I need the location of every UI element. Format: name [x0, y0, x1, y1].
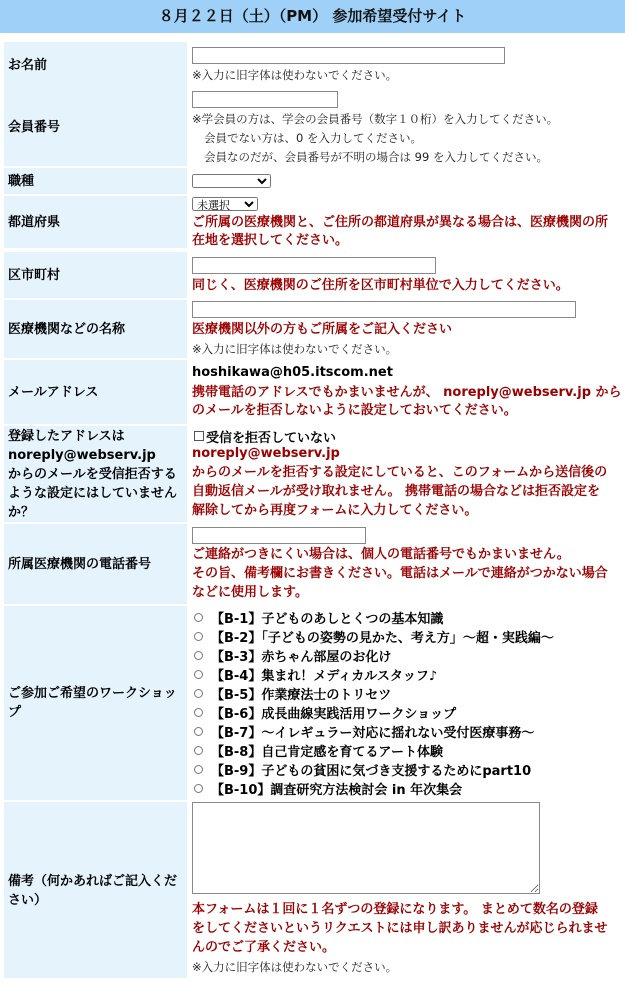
email-warning-1: 携帯電話のアドレスでもかまいませんが、 noreply@webserv.jp から — [192, 385, 622, 400]
city-warning: 同じく、医療機関のご住所を区市町村単位で入力してください。 — [192, 278, 569, 293]
email-warning-2: のメールを拒否しないように設定しておいてください。 — [192, 403, 517, 418]
workshop-option[interactable] — [194, 779, 462, 797]
phone-input[interactable] — [192, 527, 366, 544]
workshop-option-label: 【B-2】「子どもの姿勢の見かた、考え方」～超・実践編～ — [211, 630, 554, 646]
reject-label — [4, 426, 187, 522]
reject-checkbox-label: 受信を拒否していない — [206, 430, 337, 446]
reject-label-line-4: ような設定にはしていません — [8, 486, 178, 501]
phone-warning-3: などに使用します。 — [192, 585, 308, 600]
member-number-note-3: 会員なのだが、会員番号が不明の場合は 99 を入力してください。 — [204, 150, 548, 164]
workshop-option-label: 【B-5】作業療法士のトリセツ — [211, 687, 392, 703]
prefecture-select[interactable] — [192, 197, 258, 211]
prefecture-warning-2: 在地を選択してください。 — [192, 233, 349, 248]
occupation-label: 職種 — [4, 168, 187, 194]
workshop-option-label: 【B-8】自己肯定感を育てるアート体験 — [211, 744, 443, 760]
occupation-select[interactable] — [192, 174, 271, 188]
reject-label-line-5: か？ — [8, 505, 35, 520]
radio-button[interactable] — [194, 689, 203, 698]
workshop-option[interactable] — [194, 703, 456, 721]
workshop-option[interactable] — [194, 665, 437, 683]
radio-button[interactable] — [194, 746, 203, 755]
radio-button[interactable] — [194, 765, 203, 774]
workshop-label — [4, 606, 187, 800]
workshop-option[interactable] — [194, 608, 443, 626]
workshop-option[interactable] — [194, 760, 531, 778]
workshop-label-line-2: プ — [8, 705, 22, 720]
workshop-option-label: 【B-3】赤ちゃん部屋のお化け — [211, 649, 392, 665]
city-input[interactable] — [192, 257, 436, 274]
prefecture-label: 都道府県 — [4, 196, 187, 248]
reject-checkbox[interactable] — [194, 431, 204, 441]
email-label: メールアドレス — [4, 360, 187, 424]
radio-button[interactable] — [194, 784, 203, 793]
radio-button[interactable] — [194, 708, 203, 717]
reject-label-line-3: からのメールを受信拒否する — [8, 467, 177, 482]
workshop-option[interactable] — [194, 741, 443, 759]
prefecture-warning-1: ご所属の医療機関と、ご住所の都道府県が異なる場合は、医療機関の所 — [192, 215, 609, 230]
workshop-option-label: 【B-9】子どもの貧困に気づき支援するためにpart10 — [211, 763, 532, 779]
remarks-label — [4, 802, 187, 978]
radio-button[interactable] — [194, 727, 203, 736]
remarks-note: ※入力に旧字体は使わないでください。 — [192, 960, 398, 974]
workshop-option[interactable] — [194, 684, 391, 702]
workshop-label-line-1: ご参加ご希望のワークショッ — [8, 686, 177, 701]
institution-warning: 医療機関以外の方もご所属をご記入ください — [192, 322, 453, 337]
reject-warning-4: 解除してから再度フォームに入力してください。 — [192, 503, 478, 518]
member-number-label: 会員番号 — [4, 88, 187, 166]
remarks-warning-2: をしてくださいというリクエストには申し訳ありませんが応じられませ — [192, 921, 608, 936]
institution-input[interactable] — [192, 301, 576, 318]
name-note: ※入力に旧字体は使わないでください。 — [192, 68, 398, 82]
radio-button[interactable] — [194, 651, 203, 660]
radio-button[interactable] — [194, 632, 203, 641]
remarks-warning-3: んのでご了承ください。 — [192, 940, 336, 955]
radio-button[interactable] — [194, 670, 203, 679]
email-value: hoshikawa@h05.itscom.net — [192, 365, 393, 380]
workshop-option-label: 【B-6】成長曲線実践活用ワークショップ — [211, 706, 457, 722]
workshop-option-label: 【B-1】子どものあしとくつの基本知識 — [211, 611, 444, 627]
reject-warning-3: 自動返信メールが受け取れません。 携帯電話の場合などは拒否設定を — [192, 484, 601, 499]
remarks-label-line-2: さい） — [8, 893, 48, 908]
name-input[interactable] — [192, 47, 505, 64]
remarks-textarea[interactable] — [192, 802, 540, 894]
city-label: 区市町村 — [4, 252, 187, 298]
page-title: ８月２２日（土）（PM） 参加希望受付サイト — [0, 0, 625, 33]
institution-label: 医療機関などの名称 — [4, 300, 187, 358]
remarks-label-line-1: 備考（何かあればご記入くだ — [8, 874, 178, 889]
reject-label-line-1: 登録したアドレスは — [8, 429, 125, 444]
reject-warning-2: からのメールを拒否する設定にしていると、このフォームから送信後の — [192, 465, 608, 480]
phone-label: 所属医療機関の電話番号 — [4, 524, 187, 604]
remarks-warning-1: 本フォームは１回に１名ずつの登録になります。 まとめて数名の登録 — [192, 902, 598, 917]
member-number-note-2: 会員でない方は、0 を入力してください。 — [204, 131, 422, 145]
reject-label-line-2: noreply@webserv.jp — [8, 448, 156, 463]
name-label: お名前 — [4, 42, 187, 88]
reject-checkbox-row[interactable] — [194, 427, 336, 445]
workshop-option-label: 【B-7】～イレギュラー対応に揺れない受付医療事務～ — [211, 725, 535, 741]
workshop-option-label: 【B-10】調査研究方法検討会 in 年次集会 — [211, 782, 463, 798]
member-number-note-1: ※学会員の方は、学会の会員番号（数字１０桁）を入力してください。 — [192, 112, 559, 126]
phone-warning-1: ご連絡がつきにくい場合は、個人の電話番号でもかまいません。 — [192, 547, 570, 562]
institution-note: ※入力に旧字体は使わないでください。 — [192, 342, 398, 356]
phone-warning-2: その旨、備考欄にお書きください。電話はメールで連絡がつかない場合 — [192, 566, 608, 581]
member-number-input[interactable] — [192, 91, 338, 108]
workshop-option[interactable] — [194, 646, 391, 664]
workshop-option[interactable] — [194, 722, 534, 740]
reject-warning-1: noreply@webserv.jp — [192, 446, 340, 461]
workshop-option-label: 【B-4】集まれ！メディカルスタッフ♪ — [211, 668, 438, 684]
radio-button[interactable] — [194, 613, 203, 622]
workshop-option[interactable] — [194, 627, 554, 645]
